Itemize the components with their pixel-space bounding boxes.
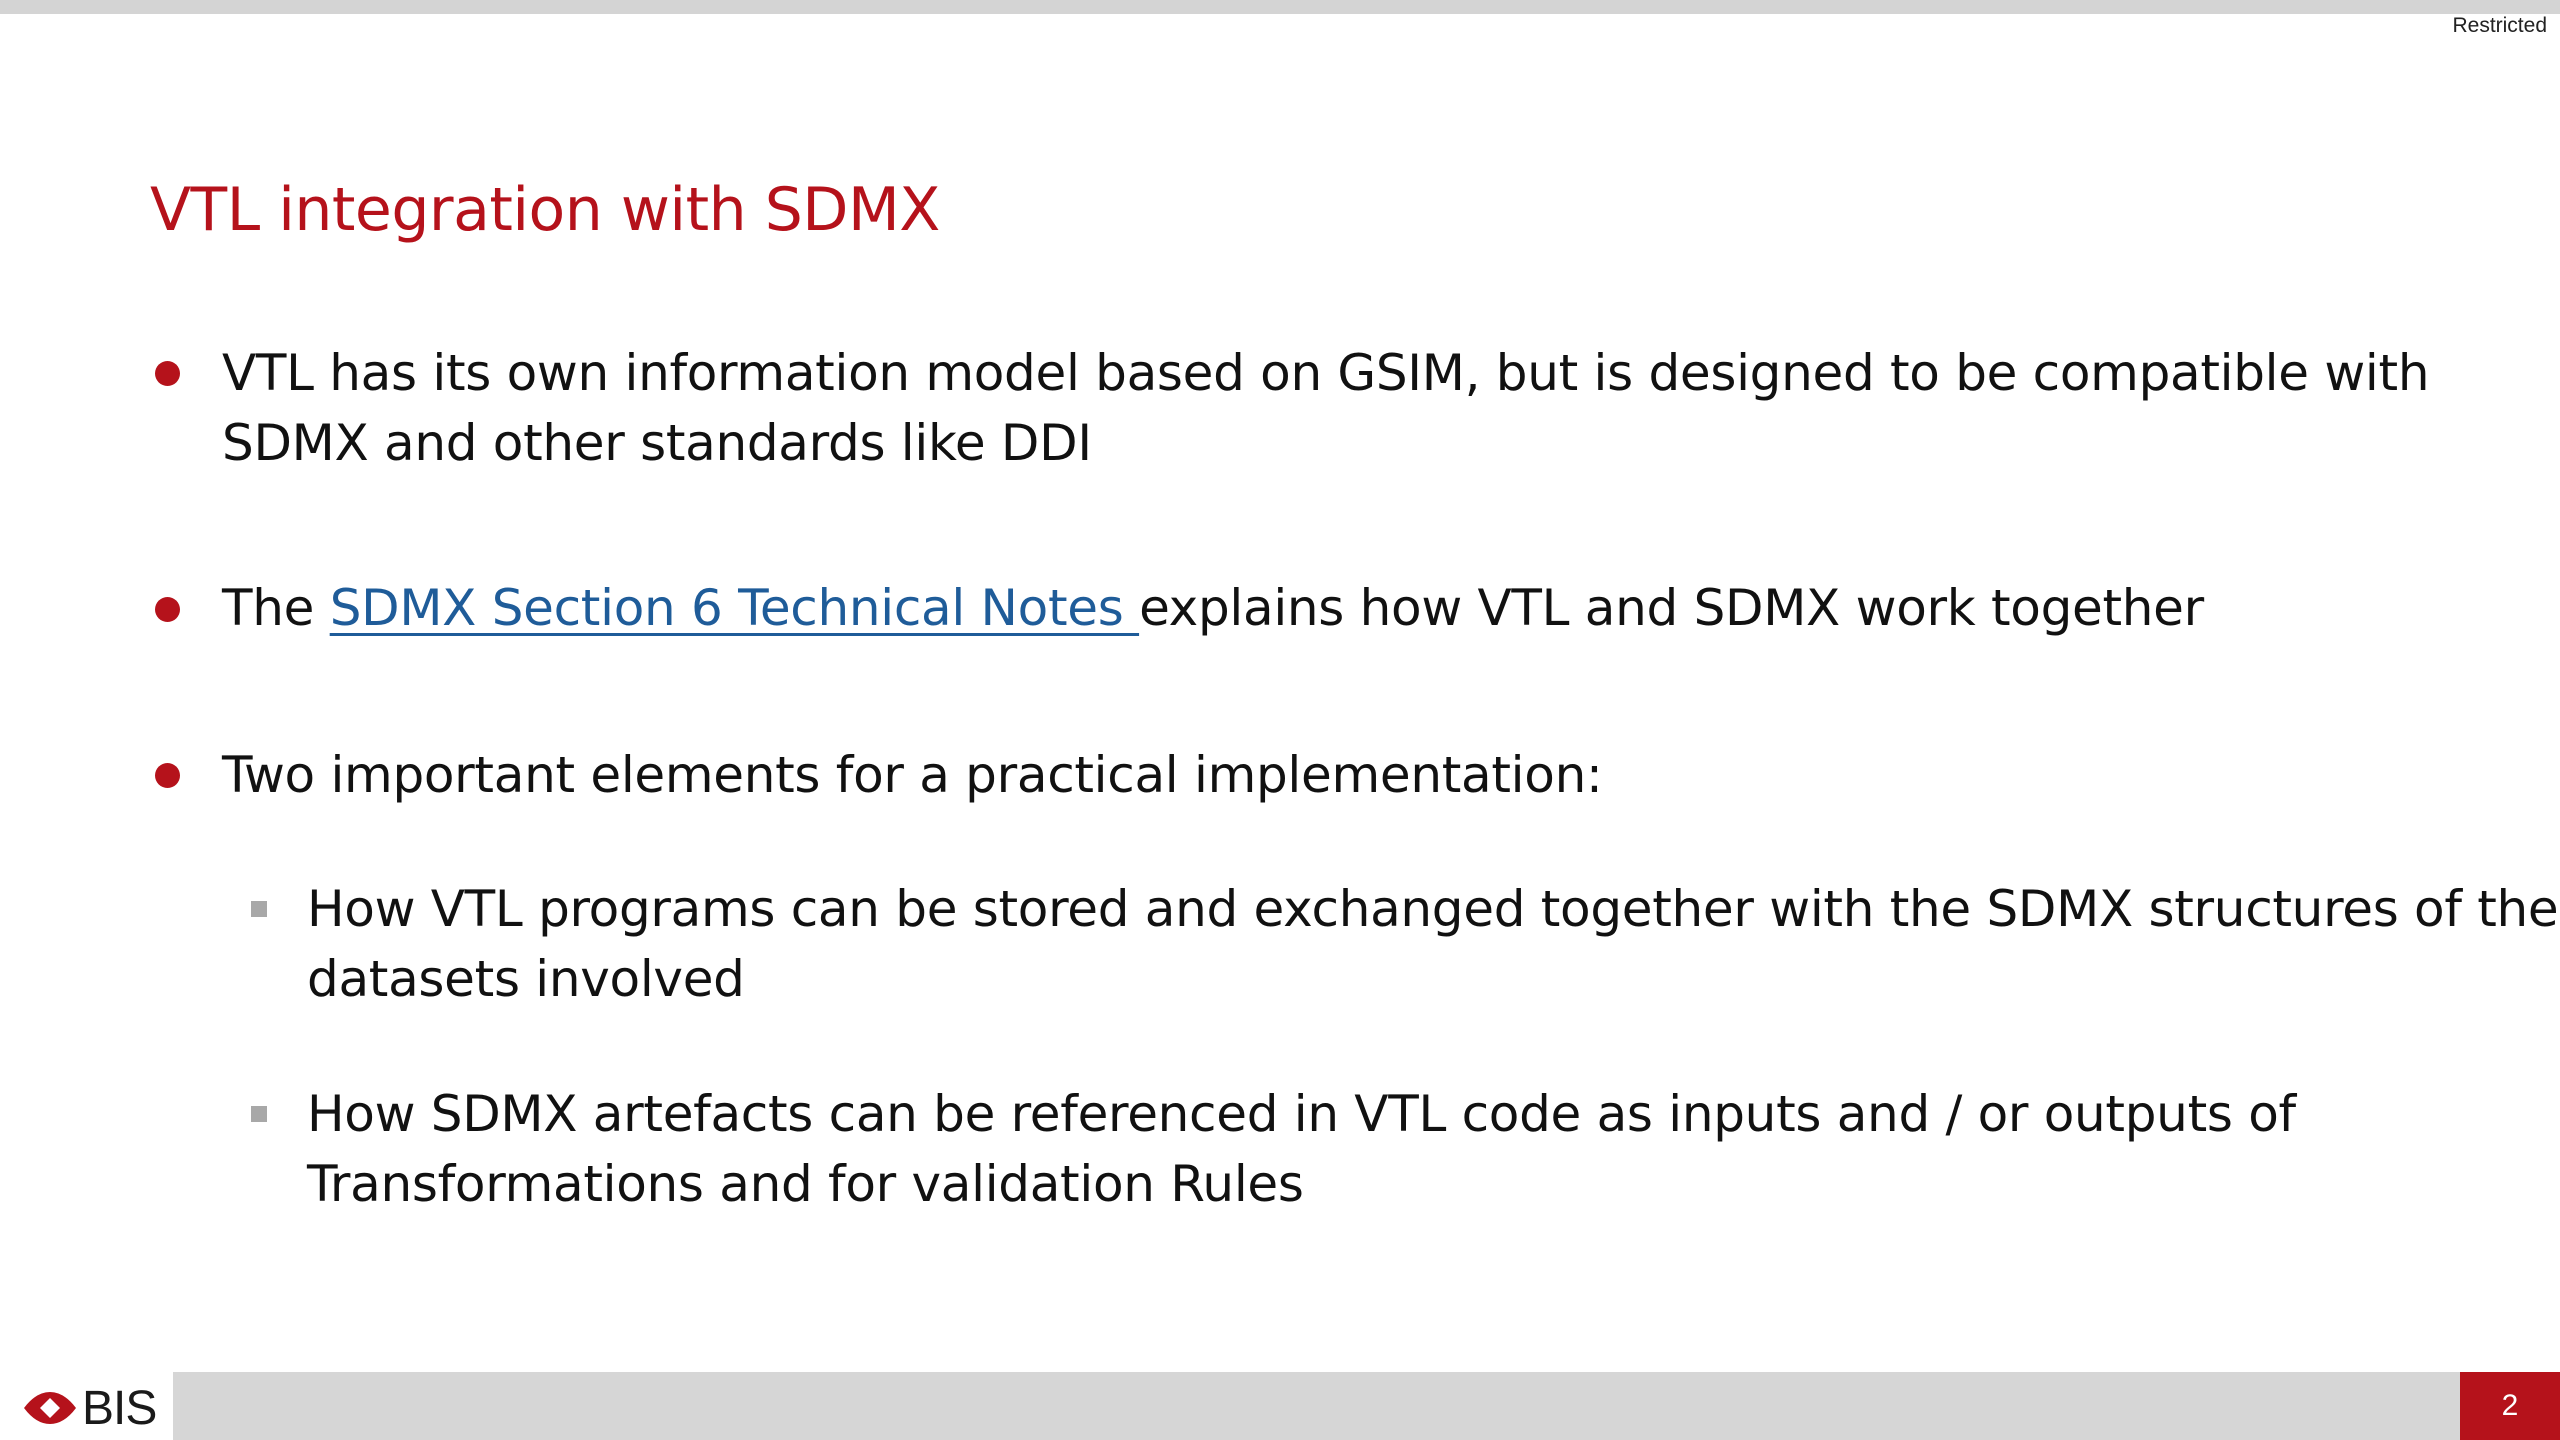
bullet-text-line: VTL has its own information model based on GSIM, but is designed to be compatible with [222, 344, 2430, 402]
logo-text: BIS [82, 1381, 157, 1435]
classification-label: Restricted [2452, 14, 2547, 37]
page-number: 2 [2460, 1372, 2560, 1440]
footer-bar [173, 1372, 2460, 1440]
sub-bullet-item [307, 874, 2558, 1014]
sub-bullet-text-line: How VTL programs can be stored and exchanged together with the SDMX structures of the [307, 880, 2559, 938]
bullet-text-line [222, 573, 2204, 643]
bullet-dot-icon [155, 361, 180, 386]
sub-bullet-text-line: Transformations and for validation Rules [307, 1155, 1304, 1213]
bullet-text-line: SDMX and other standards like DDI [222, 414, 1092, 472]
bullet-dot-icon [155, 597, 180, 622]
bullet-text-line: Two important elements for a practical implementation: [222, 746, 1603, 804]
bis-logo-icon [22, 1388, 78, 1428]
sub-bullet-text-line: datasets involved [307, 950, 745, 1008]
bullet-suffix: explains how VTL and SDMX work together [1139, 579, 2204, 637]
bullet-dot-icon [155, 763, 180, 788]
bullet-item [222, 740, 1603, 810]
sub-bullet-square-icon [251, 901, 267, 917]
slide-title: VTL integration with SDMX [150, 175, 940, 245]
sub-bullet-item [307, 1079, 2296, 1219]
bullet-item [222, 338, 2429, 478]
sub-bullet-text-line: How SDMX artefacts can be referenced in VTL code as inputs and / or outputs of [307, 1085, 2296, 1143]
technical-notes-link[interactable]: SDMX Section 6 Technical Notes [329, 579, 1140, 637]
sub-bullet-square-icon [251, 1106, 267, 1122]
bis-logo [22, 1380, 156, 1436]
bullet-prefix: The [222, 579, 330, 637]
bullet-item [222, 573, 2204, 643]
